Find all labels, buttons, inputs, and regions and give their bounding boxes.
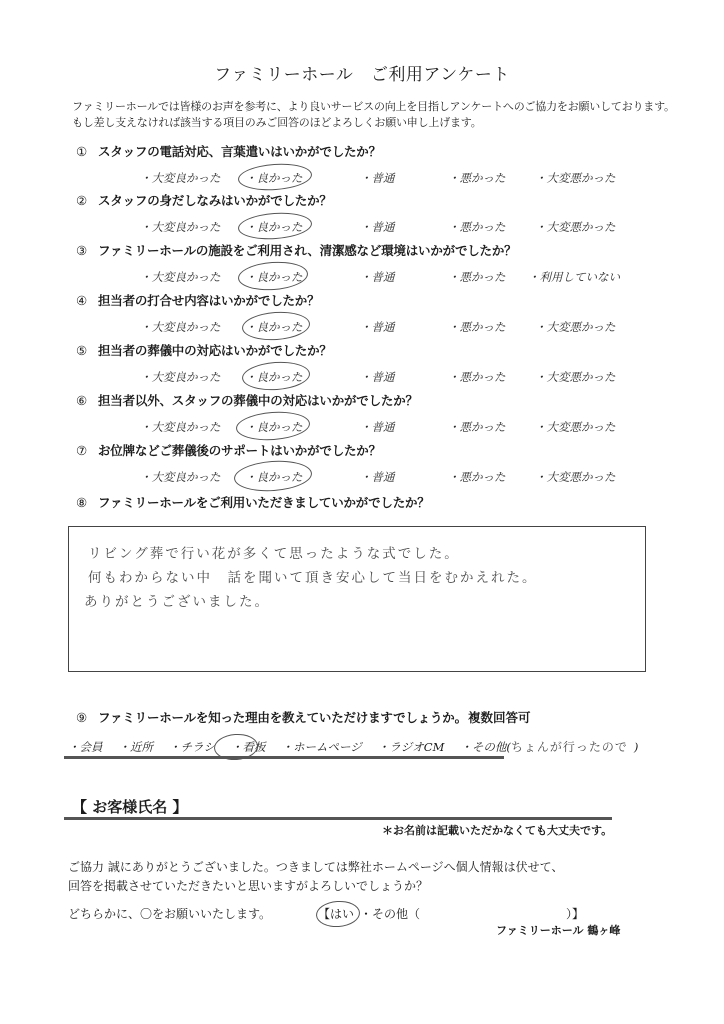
publish-consent-options [318, 905, 420, 922]
comment-line-1: リビング葬で行い花が多くて思ったような式でした。 [88, 546, 460, 562]
q3-option-good[interactable]: ・良かった [245, 270, 303, 284]
question-text: ファミリーホールをご利用いただきましていかがでしたか？ [98, 495, 430, 510]
q2-option-bad[interactable]: ・悪かった [448, 220, 506, 234]
consent-yes-option[interactable]: はい [330, 907, 355, 921]
question-8 [76, 493, 430, 511]
q6-option-bad[interactable]: ・悪かった [448, 420, 506, 434]
q1-option-very-good[interactable]: ・大変良かった [140, 171, 221, 185]
q5-option-very-good[interactable]: ・大変良かった [140, 370, 221, 384]
consent-other-option[interactable]: ・その他（ [360, 907, 421, 921]
closing-line-1: ご協力 誠にありがとうございました。つきましては弊社ホームページへ個人情報は伏せて、 [68, 860, 564, 874]
q3-option-not-used[interactable]: ・利用していない [528, 270, 620, 284]
q9-option-homepage[interactable]: ・ホームページ [281, 740, 362, 754]
q5-option-good[interactable]: ・良かった [245, 370, 303, 384]
q2-option-very-bad[interactable]: ・大変悪かった [535, 220, 616, 234]
q9-underline [64, 756, 504, 759]
q4-option-normal[interactable]: ・普通 [360, 320, 395, 334]
q4-option-bad[interactable]: ・悪かった [448, 320, 506, 334]
q7-option-bad[interactable]: ・悪かった [448, 470, 506, 484]
question-7 [76, 441, 381, 459]
question-text: 担当者の打合せ内容はいかがでしたか？ [98, 293, 320, 308]
comment-line-3: ありがとうございました。 [84, 594, 270, 610]
q9-option-flyer[interactable]: ・チラシ [169, 740, 215, 754]
question-text: お位牌などご葬儀後のサポートはいかがでしたか？ [98, 443, 381, 458]
q9-option-other[interactable]: ・その他( [460, 740, 511, 754]
question-number: ① [76, 144, 88, 159]
q7-option-good[interactable]: ・良かった [245, 470, 303, 484]
q2-option-normal[interactable]: ・普通 [360, 220, 395, 234]
customer-name-field-line[interactable] [64, 817, 612, 820]
question-text: スタッフの電話対応、言葉遣いはいかがでしたか？ [98, 144, 381, 159]
question-number: ③ [76, 243, 88, 258]
q7-option-very-good[interactable]: ・大変良かった [140, 470, 221, 484]
q5-option-bad[interactable]: ・悪かった [448, 370, 506, 384]
q9-option-radio-cm[interactable]: ・ラジオCM [377, 740, 445, 754]
closing-line-2: 回答を掲載させていただきたいと思いますがよろしいでしょうか？ [68, 879, 429, 893]
q2-option-very-good[interactable]: ・大変良かった [140, 220, 221, 234]
q9-option-signboard[interactable]: ・看板 [231, 740, 266, 754]
q3-option-very-good[interactable]: ・大変良かった [140, 270, 221, 284]
question-number: ⑤ [76, 343, 88, 358]
question-number: ⑦ [76, 443, 88, 458]
q5-option-very-bad[interactable]: ・大変悪かった [535, 370, 616, 384]
q9-option-member[interactable]: ・会員 [68, 740, 103, 754]
name-optional-note: ＊お名前は記載いただかなくても大丈夫です。 [382, 824, 613, 837]
question-4 [76, 291, 319, 309]
multiple-answers-note: 複数回答可 [468, 710, 531, 725]
q4-option-very-bad[interactable]: ・大変悪かった [535, 320, 616, 334]
question-text: ファミリーホールを知った理由を教えていただけますでしょうか。 [98, 710, 467, 725]
question-text: ファミリーホールの施設をご利用され、清潔感など環境はいかがでしたか？ [98, 243, 517, 258]
q9-options-row [68, 738, 654, 755]
bracket-open: 【 [318, 907, 331, 921]
q6-option-very-good[interactable]: ・大変良かった [140, 420, 221, 434]
question-2 [76, 191, 332, 209]
comment-line-2: 何もわからない中 話を聞いて頂き安心して当日をむかえれた。 [88, 570, 538, 586]
question-number: ⑥ [76, 393, 88, 408]
question-5 [76, 341, 332, 359]
signature: ファミリーホール 鶴ヶ峰 [496, 924, 621, 937]
question-number: ② [76, 193, 88, 208]
q3-option-bad[interactable]: ・悪かった [448, 270, 506, 284]
survey-title: ファミリーホール ご利用アンケート [214, 65, 510, 85]
q6-option-good[interactable]: ・良かった [245, 420, 303, 434]
q3-option-normal[interactable]: ・普通 [360, 270, 395, 284]
q1-option-good[interactable]: ・良かった [245, 171, 303, 185]
intro-line-1: ファミリーホールでは皆様のお声を参考に、より良いサービスの向上を目指しアンケートへのご協力をお願いしております。 [72, 100, 675, 113]
consent-other-close: ）】 [566, 907, 585, 921]
q6-option-very-bad[interactable]: ・大変悪かった [535, 420, 616, 434]
q1-option-very-bad[interactable]: ・大変悪かった [535, 171, 616, 185]
question-number: ④ [76, 293, 88, 308]
closing-line-3: どちらかに、〇をお願いいたします。 [68, 907, 272, 921]
q9-option-neighborhood[interactable]: ・近所 [118, 740, 153, 754]
q6-option-normal[interactable]: ・普通 [360, 420, 395, 434]
question-text: スタッフの身だしなみはいかがでしたか？ [98, 193, 332, 208]
question-number: ⑨ [76, 710, 88, 725]
question-6 [76, 391, 418, 409]
q9-other-answer: ちょんが行ったので [510, 740, 628, 754]
q1-option-bad[interactable]: ・悪かった [448, 171, 506, 185]
q1-option-normal[interactable]: ・普通 [360, 171, 395, 185]
q7-option-normal[interactable]: ・普通 [360, 470, 395, 484]
q4-option-very-good[interactable]: ・大変良かった [140, 320, 221, 334]
q2-option-good[interactable]: ・良かった [245, 220, 303, 234]
q9-other-close: ) [633, 740, 639, 754]
question-number: ⑧ [76, 495, 88, 510]
question-text: 担当者の葬儀中の対応はいかがでしたか？ [98, 343, 332, 358]
question-1 [76, 142, 381, 160]
question-3 [76, 241, 516, 259]
customer-name-label: 【 お客様氏名 】 [72, 798, 188, 816]
q5-option-normal[interactable]: ・普通 [360, 370, 395, 384]
q7-option-very-bad[interactable]: ・大変悪かった [535, 470, 616, 484]
q4-option-good[interactable]: ・良かった [245, 320, 303, 334]
intro-line-2: もし差し支えなければ該当する項目のみご回答のほどよろしくお願い申し上げます。 [72, 116, 482, 129]
question-9 [76, 708, 467, 726]
question-text: 担当者以外、スタッフの葬儀中の対応はいかがでしたか？ [98, 393, 418, 408]
